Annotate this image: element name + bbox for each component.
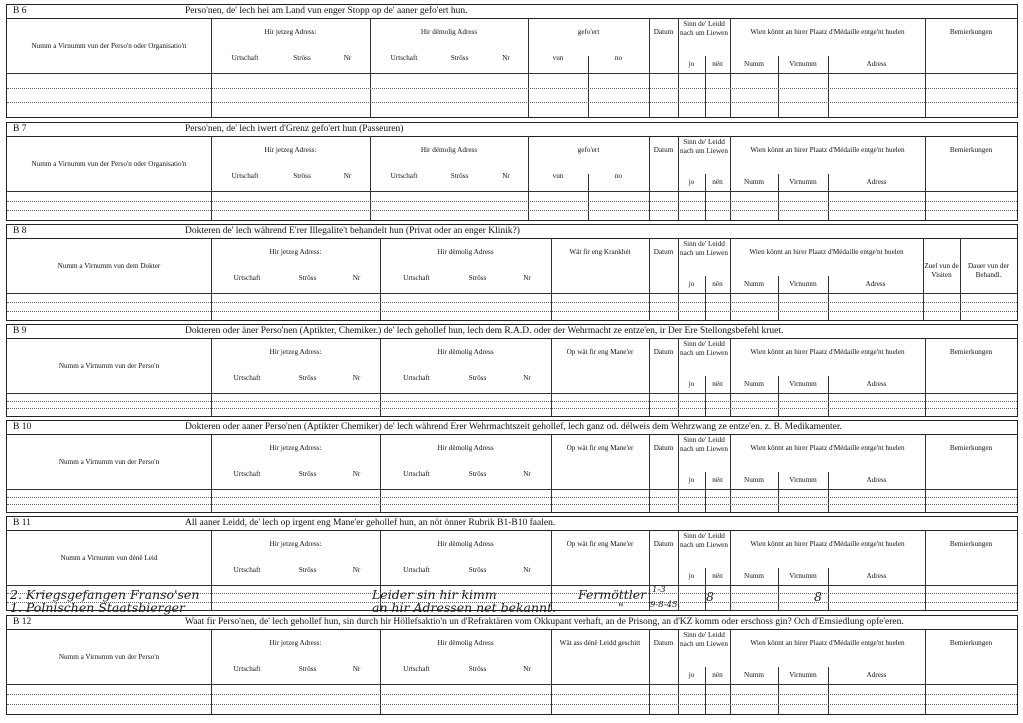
column-name: Numm a Virnumm vun der Perso'n oder Organisatio'n bbox=[31, 160, 187, 168]
column-current-address: Hir jetzeg Adress: bbox=[269, 540, 322, 548]
sub-surname: Numm bbox=[744, 280, 764, 288]
header-rule bbox=[7, 684, 1017, 685]
sub-number: Nr bbox=[343, 172, 352, 180]
section-header bbox=[7, 616, 1017, 630]
column-medal-recipient: Wien könnt an hirer Plaatz d'Médaille entge'nt huelen bbox=[750, 348, 905, 356]
column-rule bbox=[730, 238, 731, 320]
column-rule bbox=[551, 238, 552, 320]
column-date: Datum bbox=[653, 248, 674, 256]
header-rule bbox=[7, 393, 1017, 394]
sub-yes: jo bbox=[688, 178, 695, 186]
section-title: Dokteren de' lech während E'rer Illegalite't behandelt hun (Privat oder an enger Klinik?) bbox=[185, 226, 520, 236]
sub-yes: jo bbox=[688, 60, 695, 68]
sub-street: Ströss bbox=[298, 470, 317, 478]
column-alive: Sinn de' Leidd nach um Liewen bbox=[680, 532, 728, 549]
sub-number: Nr bbox=[352, 374, 361, 382]
sub-no: nën bbox=[712, 572, 723, 580]
sub-street: Ströss bbox=[468, 374, 487, 382]
sub-number: Nr bbox=[523, 566, 531, 574]
column-medal-recipient: Wien könnt an hirer Plaatz d'Médaille entge'nt huelen bbox=[750, 28, 905, 36]
column-medal-recipient: Wien könnt an hirer Plaatz d'Médaille entge'nt huelen bbox=[749, 248, 904, 256]
section-header bbox=[7, 325, 1017, 339]
column-medal-recipient: Wien könnt an hirer Plaatz d'Médaille entge'nt huelen bbox=[750, 639, 905, 647]
row-rule bbox=[7, 210, 1017, 211]
column-duration: Dauer vun der Behandl. bbox=[967, 262, 1010, 279]
sub-surname: Numm bbox=[744, 476, 764, 484]
section-title: Dokteren oder aaner Perso'nen (Aptikter Chemiker) de' lech während Erer Wehrmachtszeit gehollef, lech ganz od. dëlweis dem Wehrzwang ze entze'en. z. B. Medikamenter. bbox=[185, 422, 842, 432]
column-medal-recipient: Wien könnt an hirer Plaatz d'Médaille entge'nt huelen bbox=[750, 444, 905, 452]
column-rule bbox=[730, 338, 731, 416]
sub-surname: Numm bbox=[744, 178, 764, 186]
column-alive: Sinn de' Leidd nach um Liewen bbox=[680, 138, 728, 155]
sub-locality: Urtschaft bbox=[403, 566, 430, 574]
sub-firstname: Virnumm bbox=[789, 178, 817, 186]
sub-to: no bbox=[614, 54, 623, 62]
column-date: Datum bbox=[653, 639, 674, 647]
column-date: Datum bbox=[653, 444, 674, 452]
row-rule bbox=[7, 201, 1017, 202]
sub-no: nën bbox=[712, 380, 723, 388]
sub-locality: Urtschaft bbox=[233, 665, 261, 673]
section-header bbox=[7, 225, 1017, 239]
sub-yes: jo bbox=[688, 476, 695, 484]
hw-row1-yes: 8 bbox=[706, 589, 714, 604]
column-medal-recipient: Wien könnt an hirer Plaatz d'Médaille entge'nt huelen bbox=[750, 540, 905, 548]
sub-number: Nr bbox=[343, 54, 352, 62]
sub-street: Ströss bbox=[298, 274, 317, 282]
column-alive: Sinn de' Leidd nach um Liewen bbox=[680, 340, 728, 357]
sub-locality: Urtschaft bbox=[233, 374, 261, 382]
column-name: Numm a Virnumm vun der Perso'n bbox=[58, 653, 160, 661]
sub-surname: Numm bbox=[744, 671, 764, 679]
section-header bbox=[7, 421, 1017, 435]
column-current-address: Hir jetzeg Adress: bbox=[269, 348, 322, 356]
column-rule bbox=[588, 56, 589, 117]
column-rule bbox=[551, 629, 552, 714]
section-b-10 bbox=[6, 420, 1018, 513]
column-alive: Sinn de' Leidd nach um Liewen bbox=[680, 20, 728, 37]
column-transported: gefo'ert bbox=[577, 28, 600, 36]
section-b-8 bbox=[6, 224, 1018, 321]
sub-number: Nr bbox=[352, 274, 361, 282]
sub-number: Nr bbox=[502, 54, 510, 62]
sub-surname: Numm bbox=[744, 572, 764, 580]
column-date: Datum bbox=[653, 28, 674, 36]
sub-number: Nr bbox=[352, 566, 361, 574]
sub-yes: jo bbox=[688, 671, 695, 679]
hw-row1-addr: Leider sin hir kimm bbox=[372, 587, 497, 602]
column-middle: Op wät fir eng Mane'er bbox=[566, 444, 634, 452]
column-current-address: Hir jetzeg Adress: bbox=[264, 28, 317, 36]
column-rule bbox=[551, 434, 552, 512]
header-rule bbox=[7, 293, 1017, 294]
sub-yes: jo bbox=[688, 380, 695, 388]
sub-number: Nr bbox=[523, 274, 531, 282]
column-rule bbox=[730, 434, 731, 512]
row-rule bbox=[7, 704, 1017, 705]
sub-locality: Urtschaft bbox=[233, 274, 261, 282]
section-code: B 12 bbox=[13, 617, 32, 627]
column-remarks: Bemierkungen bbox=[949, 146, 993, 154]
sub-address: Adress bbox=[866, 178, 887, 186]
column-former-address: Hir dëmolig Adress bbox=[437, 348, 494, 356]
sub-number: Nr bbox=[352, 665, 361, 673]
row-rule bbox=[7, 102, 1017, 103]
section-b-12 bbox=[6, 615, 1018, 715]
column-remarks: Bemierkungen bbox=[949, 28, 993, 36]
section-title: Dokteren oder äner Perso'nen (Aptikter, Chemiker.) de' lech gehollef hun, lech dem R.A.D. oder der Wehrmacht ze entze'en, ir Der Ere Stellongsbefehl kruet. bbox=[185, 326, 784, 336]
column-current-address: Hir jetzeg Adress: bbox=[264, 146, 317, 154]
sub-address: Adress bbox=[866, 671, 887, 679]
sub-address: Adress bbox=[866, 60, 887, 68]
sub-street: Ströss bbox=[450, 172, 469, 180]
section-code: B 11 bbox=[13, 518, 31, 528]
sub-no: nën bbox=[712, 178, 723, 186]
sub-firstname: Virnumm bbox=[789, 476, 817, 484]
column-current-address: Hir jetzeg Adress: bbox=[269, 248, 322, 256]
section-header bbox=[7, 517, 1017, 531]
column-rule bbox=[588, 174, 589, 220]
section-title: Waat fir Perso'nen, de' lech gehollef hun, sin durch hir Höllefsaktio'n un d'Refraktären vom Okkupant verhaft, an de Prisong, an d'KZ komm oder erschoss gin? Och d'Emsiedlung opfe'eren. bbox=[185, 617, 904, 627]
sub-street: Ströss bbox=[468, 470, 487, 478]
sub-no: nën bbox=[712, 476, 723, 484]
sub-no: nën bbox=[712, 60, 723, 68]
row-rule bbox=[7, 497, 1017, 498]
column-current-address: Hir jetzeg Adress: bbox=[269, 639, 322, 647]
column-name: Numm a Virnumm vun der Perso'n bbox=[58, 458, 160, 466]
column-middle: Op wät fir eng Mane'er bbox=[566, 348, 634, 356]
sub-address: Adress bbox=[865, 280, 886, 288]
sub-street: Ströss bbox=[450, 54, 469, 62]
sub-no: nën bbox=[712, 671, 723, 679]
sub-locality: Urtschaft bbox=[233, 470, 261, 478]
sub-street: Ströss bbox=[293, 54, 311, 62]
column-former-address: Hir dëmolig Adress bbox=[420, 28, 478, 36]
sub-street: Ströss bbox=[298, 374, 317, 382]
sub-address: Adress bbox=[866, 572, 887, 580]
column-middle: Wät fir eng Krankhét bbox=[569, 248, 631, 256]
header-rule bbox=[7, 73, 1017, 74]
row-rule bbox=[7, 504, 1017, 505]
sub-address: Adress bbox=[866, 476, 887, 484]
sub-locality: Urtschaft bbox=[403, 374, 430, 382]
hw-row1-medal: 8 bbox=[814, 589, 822, 604]
sub-to: no bbox=[614, 172, 623, 180]
section-b-6 bbox=[6, 4, 1018, 118]
column-visits: Zuel vun de Visiten bbox=[924, 262, 959, 279]
row-rule bbox=[7, 408, 1017, 409]
column-remarks: Bemierkungen bbox=[949, 444, 993, 452]
column-former-address: Hir dëmolig Adress bbox=[437, 540, 494, 548]
header-rule bbox=[7, 585, 1017, 586]
column-alive: Sinn de' Leidd nach um Liewen bbox=[680, 240, 728, 257]
column-name: Numm a Virnumm vun der Perso'n oder Organisatio'n bbox=[31, 42, 187, 50]
sub-locality: Urtschaft bbox=[403, 665, 430, 673]
sub-locality: Urtschaft bbox=[403, 274, 430, 282]
hw-row2-name: 1. Polnischen Staatsbierger bbox=[10, 600, 185, 615]
section-code: B 8 bbox=[13, 226, 27, 236]
sub-street: Ströss bbox=[293, 172, 311, 180]
hw-row1-date: 1-3 bbox=[652, 585, 666, 595]
column-remarks: Bemierkungen bbox=[949, 348, 993, 356]
header-rule bbox=[7, 489, 1017, 490]
sub-locality: Urtschaft bbox=[231, 54, 259, 62]
column-date: Datum bbox=[653, 540, 674, 548]
sub-firstname: Virnumm bbox=[789, 671, 817, 679]
column-name: Numm a Virnumm vun der Perso'n bbox=[58, 362, 160, 370]
column-alive: Sinn de' Leidd nach um Liewen bbox=[680, 631, 728, 648]
sub-street: Ströss bbox=[468, 274, 487, 282]
sub-no: nën bbox=[712, 280, 723, 288]
column-rule bbox=[960, 238, 961, 320]
column-former-address: Hir dëmolig Adress bbox=[437, 444, 494, 452]
sub-street: Ströss bbox=[298, 665, 317, 673]
hw-row2-date: 9-8-45. bbox=[650, 600, 681, 610]
column-middle: Wät ass dénë Leidd geschitt bbox=[559, 639, 641, 647]
row-rule bbox=[7, 311, 1017, 312]
sub-number: Nr bbox=[523, 470, 531, 478]
sub-number: Nr bbox=[523, 665, 531, 673]
sub-locality: Urtschaft bbox=[233, 566, 261, 574]
row-rule bbox=[7, 401, 1017, 402]
section-header bbox=[7, 123, 1017, 137]
sub-firstname: Virnumm bbox=[789, 572, 817, 580]
section-header bbox=[7, 5, 1017, 19]
section-b-7 bbox=[6, 122, 1018, 221]
column-rule bbox=[551, 530, 552, 610]
column-former-address: Hir dëmolig Adress bbox=[420, 146, 478, 154]
section-title: Perso'nen, de' lech iwert d'Grenz gefo'ert hun (Passeuren) bbox=[185, 124, 404, 134]
sub-locality: Urtschaft bbox=[403, 470, 430, 478]
column-former-address: Hir dëmolig Adress bbox=[437, 248, 494, 256]
column-date: Datum bbox=[653, 348, 674, 356]
header-rule bbox=[7, 191, 1017, 192]
section-code: B 10 bbox=[13, 422, 32, 432]
hw-row1-name: 2. Kriegsgefangen Franso'sen bbox=[10, 587, 200, 602]
sub-locality: Urtschaft bbox=[231, 172, 259, 180]
sub-number: Nr bbox=[502, 172, 510, 180]
sub-yes: jo bbox=[688, 280, 695, 288]
sub-street: Ströss bbox=[298, 566, 317, 574]
sub-yes: jo bbox=[688, 572, 695, 580]
section-title: Perso'nen, de' lech hei am Land vun enger Stopp op de' aaner gefo'ert hun. bbox=[185, 6, 468, 16]
sub-street: Ströss bbox=[468, 566, 487, 574]
sub-firstname: Virnumm bbox=[789, 380, 817, 388]
sub-number: Nr bbox=[523, 374, 531, 382]
hw-row2-manner: " bbox=[618, 600, 624, 615]
column-remarks: Bemierkungen bbox=[949, 540, 993, 548]
section-code: B 6 bbox=[13, 6, 27, 16]
hw-row2-addr: an hir Adressen net bekannt. bbox=[372, 600, 557, 615]
sub-locality: Urtschaft bbox=[390, 172, 418, 180]
section-b-9 bbox=[6, 324, 1018, 417]
sub-surname: Numm bbox=[744, 380, 764, 388]
sub-firstname: Virnumm bbox=[789, 60, 817, 68]
sub-number: Nr bbox=[352, 470, 361, 478]
column-former-address: Hir dëmolig Adress bbox=[437, 639, 494, 647]
sub-street: Ströss bbox=[468, 665, 487, 673]
column-current-address: Hir jetzeg Adress: bbox=[269, 444, 322, 452]
column-name: Numm a Virnumm vun dem Dokter bbox=[57, 262, 161, 270]
column-alive: Sinn de' Leidd nach um Liewen bbox=[680, 436, 728, 453]
hw-row1-manner: Fermöttler bbox=[578, 587, 647, 602]
column-name: Numm a Virnumm vun dénë Leid bbox=[60, 554, 158, 562]
section-code: B 9 bbox=[13, 326, 27, 336]
column-remarks: Bemierkungen bbox=[949, 639, 993, 647]
column-medal-recipient: Wien könnt an hirer Plaatz d'Médaille entge'nt huelen bbox=[750, 146, 905, 154]
section-title: All aaner Leidd, de' lech op irgent eng Mane'er gehollef hun, an nöt önner Rubrik B1-B10 faalen. bbox=[185, 518, 556, 528]
section-code: B 7 bbox=[13, 124, 27, 134]
sub-address: Adress bbox=[866, 380, 887, 388]
sub-from: vun bbox=[552, 172, 564, 180]
sub-surname: Numm bbox=[744, 60, 764, 68]
sub-firstname: Virnumm bbox=[789, 280, 817, 288]
column-middle: Op wät fir eng Mane'er bbox=[566, 540, 634, 548]
row-rule bbox=[7, 694, 1017, 695]
column-rule bbox=[923, 238, 924, 320]
column-rule bbox=[730, 530, 731, 610]
sub-from: vun bbox=[552, 54, 564, 62]
row-rule bbox=[7, 302, 1017, 303]
column-rule bbox=[551, 338, 552, 416]
column-date: Datum bbox=[653, 146, 674, 154]
row-rule bbox=[7, 88, 1017, 89]
column-transported: gefo'ert bbox=[577, 146, 600, 154]
sub-locality: Urtschaft bbox=[390, 54, 418, 62]
